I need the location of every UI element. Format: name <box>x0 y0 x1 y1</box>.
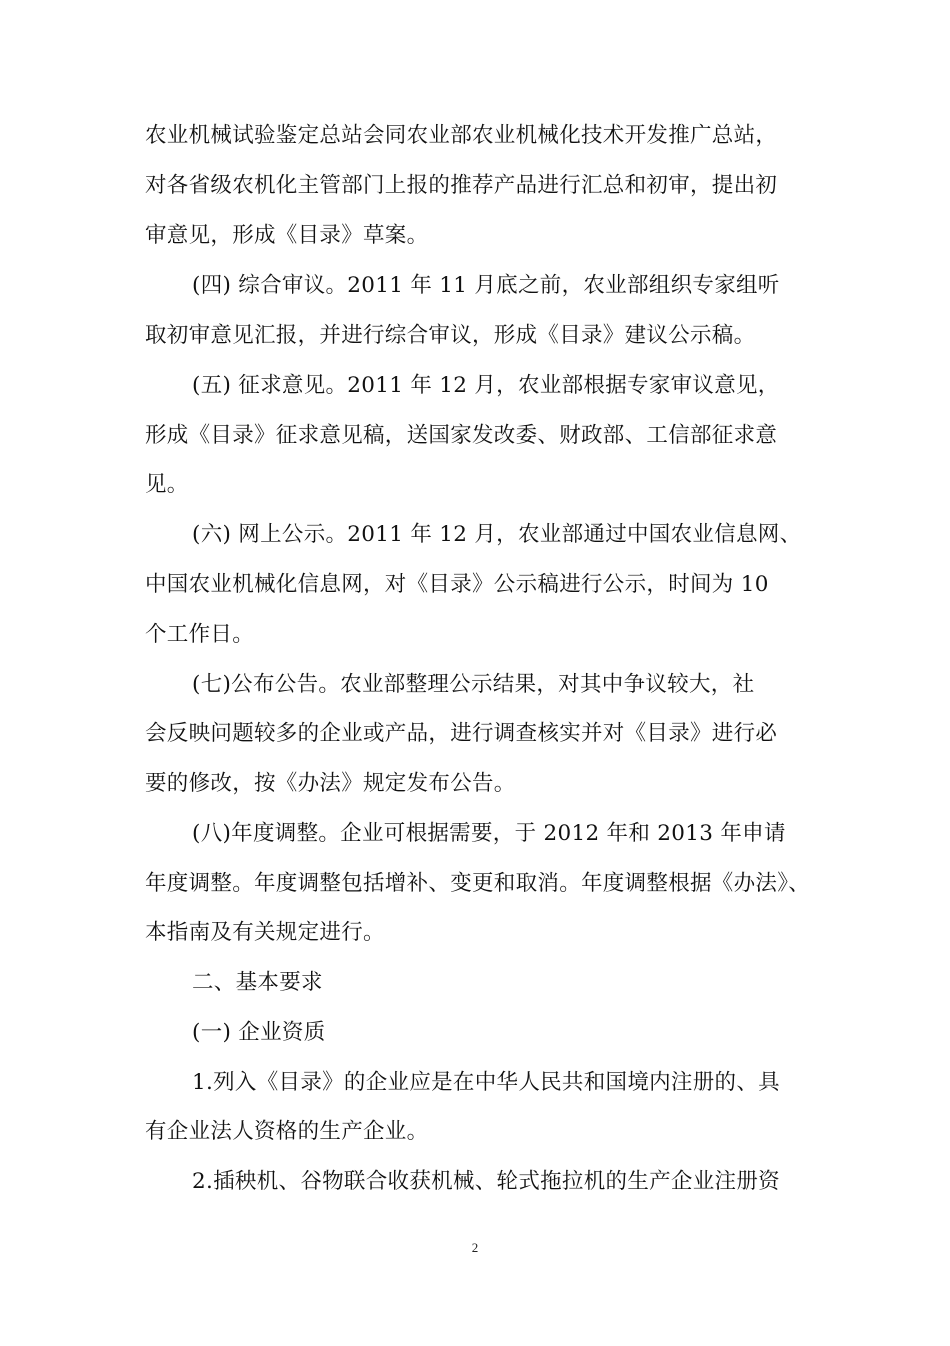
text-line: 取初审意见汇报，并进行综合审议，形成《目录》建议公示稿。 <box>145 323 756 348</box>
text-line: 要的修改，按《办法》规定发布公告。 <box>145 771 516 796</box>
text-line: 年度调整。年度调整包括增补、变更和取消。年度调整根据《办法》、 <box>145 871 811 896</box>
paragraph-start-line: 1.列入《目录》的企业应是在中华人民共和国境内注册的、具 <box>192 1070 780 1095</box>
paragraph-start-line: (七)公布公告。农业部整理公示结果，对其中争议较大，社 <box>192 672 755 697</box>
paragraph-start-line: 2.插秧机、谷物联合收获机械、轮式拖拉机的生产企业注册资 <box>192 1169 780 1194</box>
text-line: 会反映问题较多的企业或产品，进行调查核实并对《目录》进行必 <box>145 721 778 746</box>
text-line: 农业机械试验鉴定总站会同农业部农业机械化技术开发推广总站， <box>145 123 778 148</box>
subsection-heading: (一) 企业资质 <box>192 1020 326 1045</box>
paragraph-start-line: (五) 征求意见。2011 年 12 月，农业部根据专家审议意见， <box>192 373 780 398</box>
text-line: 形成《目录》征求意见稿，送国家发改委、财政部、工信部征求意 <box>145 423 778 448</box>
text-line: 见。 <box>145 472 189 497</box>
text-line: 个工作日。 <box>145 622 255 647</box>
text-line: 对各省级农机化主管部门上报的推荐产品进行汇总和初审，提出初 <box>145 173 778 198</box>
text-line: 审意见，形成《目录》草案。 <box>145 223 429 248</box>
text-line: 中国农业机械化信息网，对《目录》公示稿进行公示，时间为 10 <box>145 572 769 597</box>
paragraph-start-line: (八)年度调整。企业可根据需要，于 2012 年和 2013 年申请 <box>192 821 786 846</box>
paragraph-start-line: (四) 综合审议。2011 年 11 月底之前，农业部组织专家组听 <box>192 273 780 298</box>
section-heading: 二、基本要求 <box>192 970 323 995</box>
paragraph-start-line: (六) 网上公示。2011 年 12 月，农业部通过中国农业信息网、 <box>192 522 802 547</box>
page-number: 2 <box>471 1240 479 1255</box>
text-line: 有企业法人资格的生产企业。 <box>145 1119 429 1144</box>
text-line: 本指南及有关规定进行。 <box>145 920 385 945</box>
